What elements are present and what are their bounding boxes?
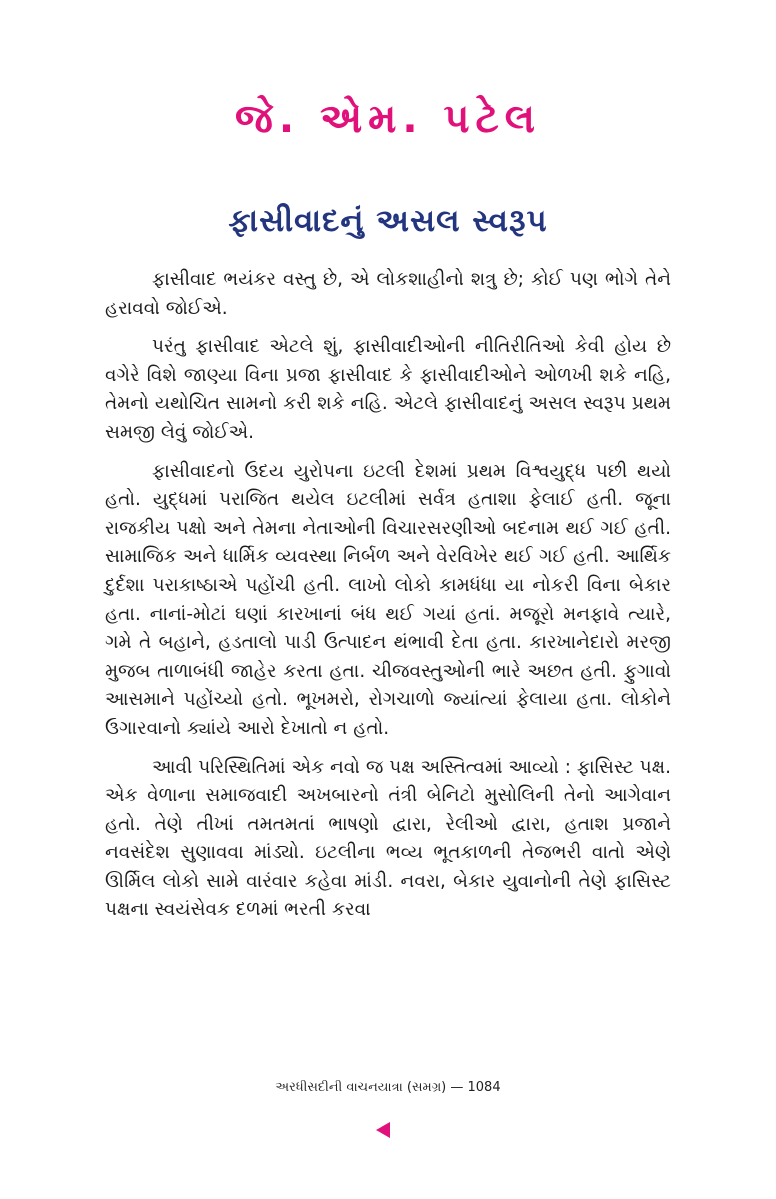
paragraph-1: ફાસીવાદ ભયંકર વસ્તુ છે, એ લોકશાહીનો શત્રુ છે; કોઈ પણ ભોગે તેને હરાવવો જોઈએ. xyxy=(105,269,671,319)
paragraph-3: ફાસીવાદનો ઉદય યુરોપના ઇટલી દેશમાં પ્રથમ વિશ્વયુદ્ધ પછી થયો હતો. યુદ્ધમાં પરાજિત થયેલ ઇટલીમાં સર્વત્ર હતાશા ફેલાઈ હતી. જૂના રાજકીય પક્ષો અને તેમના નેતાઓની વિચારસરણીઓ બદનામ થઈ ગઈ હતી. સામાજિક અને ધાર્મિક વ્યવસ્થા નિર્બળ અને વેરવિખેર થઈ ગઈ હતી. આર્થિક દુર્દશા પરાકાષ્ઠાએ પહોંચી હતી. લાખો લોકો કામધંધા યા નોકરી વિના બેકાર હતા. નાનાં-મોટાં ઘણાં કારખાનાં બંધ થઈ ગયાં હતાં. મજૂરો મનફાવે ત્યારે, ગમે તે બહાને, હડતાલો પાડી ઉત્પાદન થંભાવી દેતા હતા. કારખાનેદારો મરજી મુજબ તાળાબંધી જાહેર કરતા હતા. ચીજવસ્તુઓની ભારે અછત હતી. ફુગાવો આસમાને પહોંચ્યો હતો. ભૂખમરો, રોગચાળો જ્યાંત્યાં ફેલાયા હતા. લોકોને ઉગારવાનો ક્યાંયે આરો દેખાતો ન હતો. xyxy=(105,460,671,739)
page-footer: અરધીસદીની વાચનયાત્રા (સમગ્ર) — 1084 xyxy=(275,1080,501,1095)
author-name: જે. એમ. પટેલ xyxy=(234,96,541,142)
article-title: ફાસીવાદનું અસલ સ્વરૂપ xyxy=(228,203,548,239)
triangle-left-icon[interactable] xyxy=(376,1122,390,1138)
article-body xyxy=(105,266,671,935)
paragraph-4: આવી પરિસ્થિતિમાં એક નવો જ પક્ષ અસ્તિત્વમાં આવ્યો : ફાસિસ્ટ પક્ષ. એક વેળાના સમાજવાદી અખબારનો તંત્રી બેનિટો મુસોલિની તેનો આગેવાન હતો. તેણે તીખાં તમતમતાં ભાષણો દ્વારા, રેલીઓ દ્વારા, હતાશ પ્રજાને નવસંદેશ સુણાવવા માંડ્યો. ઇટલીના ભવ્ય ભૂતકાળની તેજભરી વાતો એણે ઊર્મિલ લોકો સામે વારંવાર કહેવા માંડી. નવરા, બેકાર યુવાનોની તેણે ફાસિસ્ટ પક્ષના સ્વયંસેવક દળમાં ભરતી કરવા xyxy=(105,756,671,921)
paragraph-2: પરંતુ ફાસીવાદ એટલે શું, ફાસીવાદીઓની નીતિરીતિઓ કેવી હોય છે વગેરે વિશે જાણ્યા વિના પ્રજા ફાસીવાદ કે ફાસીવાદીઓને ઓળખી શકે નહિ, તેમનો યથોચિત સામનો કરી શકે નહિ. એટલે ફાસીવાદનું અસલ સ્વરૂપ પ્રથમ સમજી લેવું જોઈએ. xyxy=(105,336,671,443)
